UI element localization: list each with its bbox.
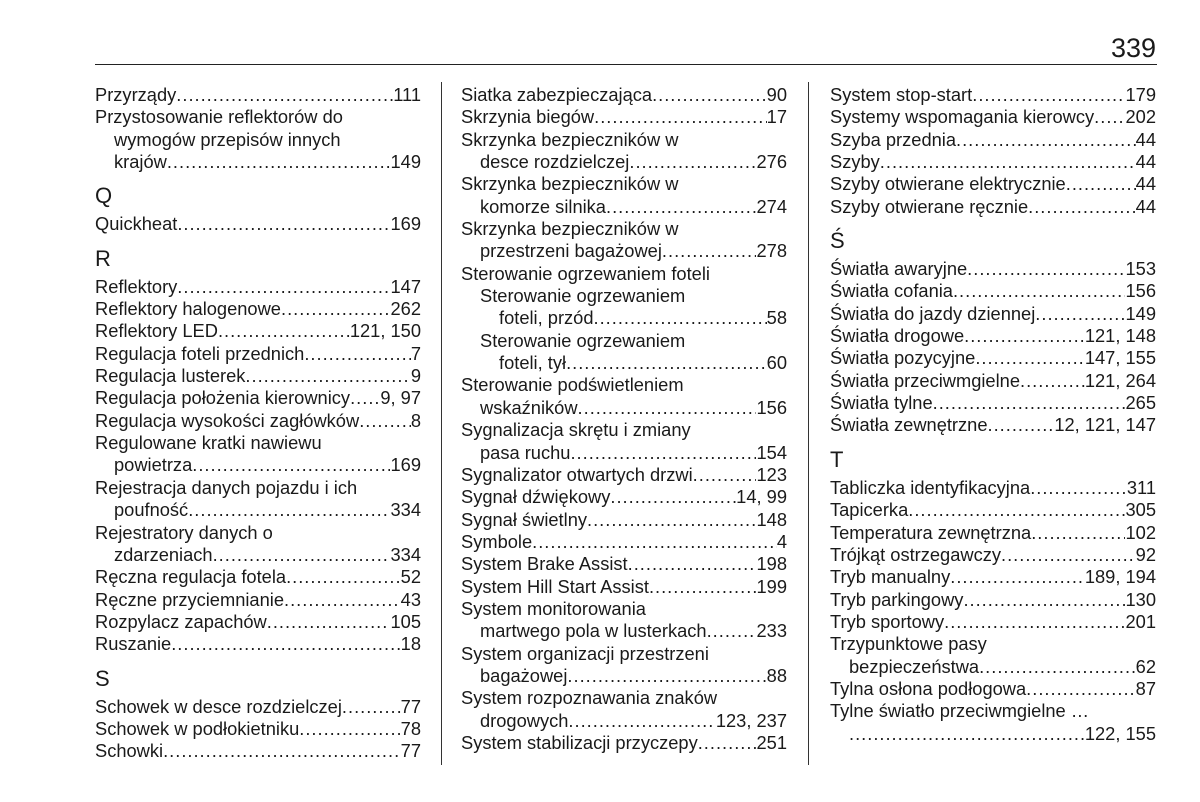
index-entry	[95, 432, 421, 477]
page-ref: 77	[400, 740, 421, 762]
dot-leader	[284, 589, 401, 611]
index-entry	[830, 370, 1156, 392]
entry-text: Ręczna regulacja fotela	[95, 566, 287, 588]
dot-leader	[566, 352, 767, 374]
index-letter-heading: T	[830, 446, 844, 472]
entry-text: poufność	[114, 499, 189, 521]
index-entry	[461, 553, 787, 575]
page-ref: 147, 155	[1084, 347, 1156, 369]
page-ref: 9	[410, 365, 421, 387]
page-number: 339	[1110, 33, 1156, 63]
entry-text: Schowki	[95, 740, 164, 762]
entry-text: Regulowane kratki nawiewu	[95, 432, 322, 454]
dot-leader	[975, 347, 1085, 369]
page-ref: 8	[410, 409, 421, 431]
page-ref: 156	[756, 396, 787, 418]
entry-text: bagażowej	[480, 664, 568, 686]
entry-text: Światła drogowe	[830, 325, 965, 347]
page-ref: 102	[1125, 521, 1156, 543]
entry-text: desce rozdzielczej	[480, 151, 630, 173]
index-entry	[461, 687, 787, 732]
index-entry	[461, 374, 787, 419]
page-ref: 4	[776, 530, 787, 552]
dot-leader	[163, 740, 401, 762]
dot-leader	[880, 151, 1136, 173]
index-entry	[95, 633, 421, 655]
dot-leader	[963, 589, 1125, 611]
dot-leader	[610, 486, 736, 508]
index-entry	[461, 598, 787, 643]
index-entry	[95, 718, 421, 740]
index-entry	[830, 544, 1156, 566]
dot-leader	[359, 410, 411, 432]
dot-leader	[192, 454, 390, 476]
entry-text: Światła tylne	[830, 392, 933, 414]
entry-text: Szyby otwierane ręcznie	[830, 195, 1029, 217]
page-ref: 123, 237	[715, 709, 787, 731]
index-entry	[830, 347, 1156, 369]
entry-text: Przystosowanie reflektorów do	[95, 106, 343, 128]
entry-text: Regulacja lusterek	[95, 365, 246, 387]
entry-text: Światła przeciwmgielne	[830, 369, 1020, 391]
entry-text: Sterowanie ogrzewaniem foteli	[461, 262, 710, 284]
index-entry	[461, 486, 787, 508]
entry-text: Tryb sportowy	[830, 610, 945, 632]
dot-leader	[245, 365, 410, 387]
page-ref: 44	[1135, 173, 1156, 195]
page-ref: 18	[400, 633, 421, 655]
page-ref: 199	[756, 575, 787, 597]
dot-leader	[1028, 196, 1136, 218]
dot-leader	[213, 544, 391, 566]
column-divider	[808, 82, 809, 765]
index-entry	[95, 365, 421, 387]
page-ref: 130	[1125, 588, 1156, 610]
dot-leader	[578, 397, 757, 419]
page-ref: 78	[400, 717, 421, 739]
index-entry	[830, 280, 1156, 302]
index-entry	[461, 129, 787, 174]
index-entry	[95, 589, 421, 611]
entry-text: zdarzeniach	[114, 543, 213, 565]
dot-leader	[171, 633, 400, 655]
entry-text: Symbole	[461, 530, 533, 552]
dot-leader	[849, 723, 1085, 745]
index-letter-heading: Q	[95, 183, 113, 209]
index-letter-heading: R	[95, 245, 111, 271]
entry-text: Tapicerka	[830, 499, 909, 521]
page-ref: 60	[766, 352, 787, 374]
index-entry	[830, 258, 1156, 280]
page-ref: 87	[1135, 677, 1156, 699]
page-ref: 169	[390, 213, 421, 235]
entry-text: Skrzynka bezpieczników w	[461, 218, 679, 240]
dot-leader	[1001, 544, 1136, 566]
page-ref: 148	[756, 508, 787, 530]
index-entry	[830, 129, 1156, 151]
dot-leader	[594, 106, 767, 128]
entry-text: Światła awaryjne	[830, 258, 968, 280]
index-entry	[461, 330, 787, 375]
page-ref: 179	[1125, 84, 1156, 105]
entry-text: Światła cofania	[830, 280, 953, 302]
index-entry	[95, 298, 421, 320]
page-ref: 265	[1125, 392, 1156, 414]
page-ref: 169	[390, 454, 421, 476]
index-entry	[830, 678, 1156, 700]
index-entry	[461, 576, 787, 598]
entry-text: Temperatura zewnętrzna	[830, 521, 1032, 543]
entry-text: bezpieczeństwa	[849, 655, 980, 677]
page-ref: 12, 121, 147	[1054, 414, 1156, 436]
page-ref: 305	[1125, 499, 1156, 521]
index-entry	[95, 320, 421, 342]
index-entry	[95, 343, 421, 365]
page-ref: 147	[390, 275, 421, 297]
page-ref: 14, 99	[736, 486, 787, 508]
page-ref: 233	[756, 620, 787, 642]
index-entry	[95, 477, 421, 522]
dot-leader	[698, 732, 757, 754]
entry-text: Regulacja foteli przednich	[95, 342, 305, 364]
entry-text: drogowych	[480, 709, 569, 731]
dot-leader	[979, 656, 1136, 678]
index-entry	[461, 285, 787, 330]
entry-text: Schowek w podłokietniku	[95, 717, 300, 739]
entry-text: Światła do jazdy dziennej	[830, 302, 1036, 324]
entry-text: System organizacji przestrzeni	[461, 642, 709, 664]
index-entry	[830, 633, 1156, 678]
index-entry	[461, 732, 787, 754]
entry-text: Sterowanie podświetleniem	[461, 374, 684, 396]
entry-text: Schowek w desce rozdzielczej	[95, 695, 342, 717]
dot-leader	[1026, 678, 1135, 700]
dot-leader	[953, 280, 1126, 302]
entry-text: Sterowanie ogrzewaniem	[480, 285, 686, 307]
index-entry	[830, 84, 1156, 106]
column-divider	[441, 82, 442, 765]
page-ref: 121, 264	[1084, 369, 1156, 391]
dot-leader	[988, 414, 1055, 436]
entry-text: komorze silnika	[480, 195, 606, 217]
entry-text: Sygnalizator otwartych drzwi	[461, 463, 693, 485]
dot-leader	[662, 240, 757, 262]
page-ref: 44	[1135, 128, 1156, 150]
entry-text: Regulacja wysokości zagłówków	[95, 409, 360, 431]
index-letter-heading: S	[95, 665, 110, 691]
page-ref: 123	[756, 463, 787, 485]
dot-leader	[267, 611, 391, 633]
dot-leader	[1066, 173, 1136, 195]
entry-text: Tryb parkingowy	[830, 588, 964, 610]
entry-text: Quickheat	[95, 213, 178, 235]
page-ref: 202	[1125, 106, 1156, 128]
page-ref: 149	[390, 151, 421, 173]
dot-leader	[532, 531, 777, 553]
entry-text: Rozpylacz zapachów	[95, 610, 267, 632]
index-entry	[830, 589, 1156, 611]
entry-text: wskaźników	[480, 396, 578, 418]
index-entry	[95, 696, 421, 718]
dot-leader	[1020, 370, 1085, 392]
entry-text: Skrzynka bezpieczników w	[461, 173, 679, 195]
index-entry	[95, 276, 421, 298]
dot-leader	[693, 464, 757, 486]
entry-text: Ręczne przyciemnianie	[95, 588, 284, 610]
dot-leader	[587, 509, 756, 531]
index-entry	[830, 151, 1156, 173]
entry-text: Reflektory halogenowe	[95, 298, 281, 320]
page-ref: 17	[766, 106, 787, 128]
dot-leader	[350, 387, 380, 409]
index-entry	[461, 173, 787, 218]
entry-text: Reflektory	[95, 275, 178, 297]
page-ref: 274	[756, 195, 787, 217]
entry-text: foteli, przód	[499, 307, 594, 329]
entry-text: Systemy wspomagania kierowcy	[830, 106, 1095, 128]
index-column-1	[95, 84, 421, 763]
entry-text: Przyrządy	[95, 84, 177, 105]
page-ref: 278	[756, 240, 787, 262]
dot-leader	[707, 620, 757, 642]
dot-leader	[972, 84, 1125, 106]
index-entry	[95, 410, 421, 432]
page-ref: 92	[1135, 543, 1156, 565]
entry-text: Siatka zabezpieczająca	[461, 84, 653, 105]
entry-text: przestrzeni bagażowej	[480, 240, 662, 262]
index-entry	[830, 522, 1156, 544]
page-ref: 153	[1125, 258, 1156, 280]
entry-text: Skrzynka bezpieczników w	[461, 128, 679, 150]
page-ref: 198	[756, 553, 787, 575]
index-entry	[830, 566, 1156, 588]
index-entry	[95, 611, 421, 633]
index-entry	[95, 740, 421, 762]
entry-text: wymogów przepisów innych	[114, 128, 341, 150]
dot-leader	[956, 129, 1136, 151]
index-entry	[95, 106, 421, 173]
page-ref: 251	[756, 731, 787, 753]
entry-text: Tylne światło przeciwmgielne …	[830, 700, 1090, 722]
page-ref: 62	[1135, 655, 1156, 677]
dot-leader	[1094, 106, 1125, 128]
entry-text: martwego pola w lusterkach	[480, 620, 707, 642]
entry-text: Światła pozycyjne	[830, 347, 976, 369]
dot-leader	[299, 718, 400, 740]
index-entry	[830, 392, 1156, 414]
index-entry	[830, 611, 1156, 633]
entry-text: System Hill Start Assist	[461, 575, 649, 597]
entry-text: Sygnał świetlny	[461, 508, 587, 530]
dot-leader	[304, 343, 410, 365]
dot-leader	[594, 307, 767, 329]
dot-leader	[567, 665, 766, 687]
page-ref: 7	[410, 342, 421, 364]
page-ref: 276	[756, 151, 787, 173]
page-ref: 43	[400, 588, 421, 610]
dot-leader	[176, 84, 393, 106]
page-ref: 111	[393, 84, 421, 105]
entry-text: Trójkąt ostrzegawczy	[830, 543, 1002, 565]
entry-text: Skrzynia biegów	[461, 106, 595, 128]
dot-leader	[167, 151, 391, 173]
header-rule	[95, 64, 1157, 65]
entry-text: Szyby	[830, 151, 880, 173]
index-entry	[830, 499, 1156, 521]
index-entry	[830, 414, 1156, 436]
index-entry	[830, 173, 1156, 195]
page-ref: 52	[400, 566, 421, 588]
dot-leader	[570, 442, 756, 464]
index-entry	[830, 477, 1156, 499]
page-ref: 121, 148	[1084, 325, 1156, 347]
entry-text: Szyba przednia	[830, 128, 957, 150]
entry-text: Szyby otwierane elektrycznie	[830, 173, 1066, 195]
entry-text: Rejestratory danych o	[95, 521, 273, 543]
index-entry	[95, 84, 421, 106]
index-entry	[461, 531, 787, 553]
entry-text: Sterowanie ogrzewaniem	[480, 329, 686, 351]
index-entry	[830, 303, 1156, 325]
page-ref: 122, 155	[1084, 722, 1156, 744]
index-entry	[461, 643, 787, 688]
page-ref: 201	[1125, 610, 1156, 632]
index-entry	[830, 106, 1156, 128]
dot-leader	[218, 320, 350, 342]
page-ref: 311	[1126, 476, 1156, 498]
page-ref: 149	[1125, 302, 1156, 324]
dot-leader	[908, 499, 1125, 521]
page-ref: 44	[1135, 151, 1156, 173]
page-ref: 334	[390, 543, 421, 565]
dot-leader	[1030, 477, 1127, 499]
index-letter-heading: Ś	[830, 228, 845, 254]
index-entry	[461, 419, 787, 464]
index-column-3	[830, 84, 1156, 745]
entry-text: Ruszanie	[95, 633, 172, 655]
index-entry	[95, 387, 421, 409]
dot-leader	[568, 710, 715, 732]
entry-text: Reflektory LED	[95, 320, 218, 342]
entry-text: System Brake Assist	[461, 553, 628, 575]
index-entry	[830, 700, 1156, 745]
dot-leader	[342, 696, 401, 718]
page-ref: 90	[766, 84, 787, 105]
dot-leader	[1035, 303, 1125, 325]
entry-text: Sygnał dźwiękowy	[461, 486, 611, 508]
index-entry	[461, 509, 787, 531]
index-entry	[95, 522, 421, 567]
entry-text: Tabliczka identyfikacyjna	[830, 476, 1031, 498]
entry-text: System stabilizacji przyczepy	[461, 731, 698, 753]
dot-leader	[1031, 522, 1125, 544]
index-entry	[461, 464, 787, 486]
dot-leader	[628, 553, 757, 575]
dot-leader	[281, 298, 391, 320]
entry-text: Tryb manualny	[830, 566, 951, 588]
index-entry	[830, 325, 1156, 347]
dot-leader	[933, 392, 1126, 414]
page-ref: 58	[766, 307, 787, 329]
index-entry	[461, 263, 787, 285]
entry-text: System rozpoznawania znaków	[461, 687, 718, 709]
entry-text: Rejestracja danych pojazdu i ich	[95, 476, 358, 498]
index-entry	[461, 218, 787, 263]
dot-leader	[188, 499, 390, 521]
page-ref: 77	[400, 695, 421, 717]
index-entry	[95, 213, 421, 235]
index-entry	[461, 106, 787, 128]
page-ref: 9, 97	[380, 387, 421, 409]
entry-text: System monitorowania	[461, 597, 646, 619]
page-ref: 156	[1125, 280, 1156, 302]
entry-text: Sygnalizacja skrętu i zmiany	[461, 419, 691, 441]
dot-leader	[944, 611, 1125, 633]
dot-leader	[652, 84, 767, 106]
entry-text: Tylna osłona podłogowa	[830, 677, 1027, 699]
entry-text: krajów	[114, 151, 167, 173]
page-ref: 334	[390, 499, 421, 521]
dot-leader	[177, 213, 390, 235]
index-entry	[95, 566, 421, 588]
dot-leader	[606, 196, 757, 218]
entry-text: Regulacja położenia kierownicy	[95, 387, 351, 409]
entry-text: powietrza	[114, 454, 193, 476]
page-ref: 189, 194	[1084, 566, 1156, 588]
dot-leader	[649, 576, 757, 598]
page-ref: 44	[1135, 195, 1156, 217]
entry-text: foteli, tył	[499, 352, 567, 374]
dot-leader	[629, 151, 756, 173]
page-ref: 154	[756, 441, 787, 463]
entry-text: Światła zewnętrzne	[830, 414, 988, 436]
page-ref: 262	[390, 298, 421, 320]
page-ref: 105	[390, 610, 421, 632]
index-entry	[830, 196, 1156, 218]
entry-text: System stop-start	[830, 84, 973, 105]
page-ref: 88	[766, 664, 787, 686]
entry-text: pasa ruchu	[480, 441, 571, 463]
dot-leader	[177, 276, 390, 298]
index-entry	[461, 84, 787, 106]
index-column-2	[461, 84, 787, 754]
dot-leader	[967, 258, 1125, 280]
page-ref: 121, 150	[349, 320, 421, 342]
entry-text: Trzypunktowe pasy	[830, 633, 987, 655]
dot-leader	[950, 566, 1085, 588]
dot-leader	[964, 325, 1085, 347]
dot-leader	[286, 566, 401, 588]
